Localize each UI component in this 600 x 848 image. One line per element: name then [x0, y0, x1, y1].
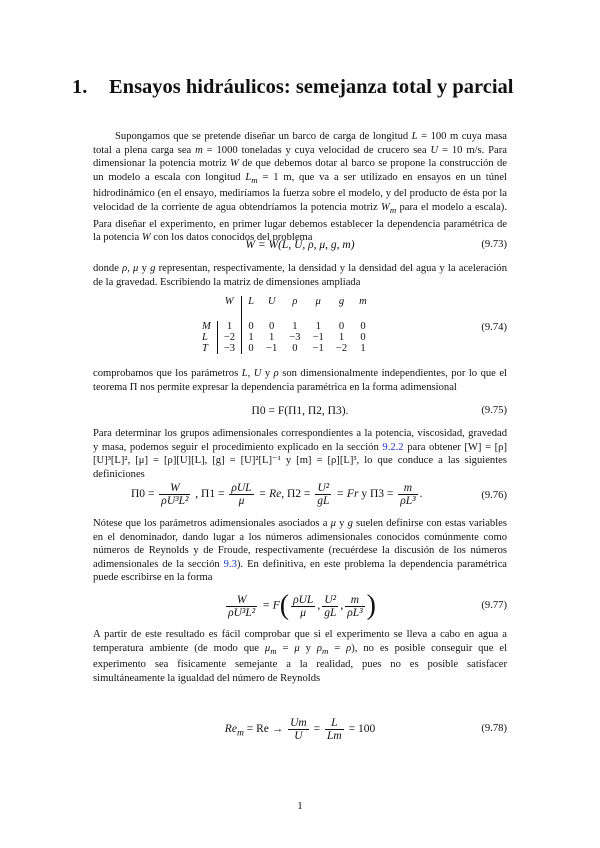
matrix-header: U: [267, 296, 276, 307]
equation-9-78-formula: $Re_m = Re$ → $\frac{Um}{U}$ = $\frac{L}{Lm}$ = 100: [224, 717, 376, 742]
paragraph-2: donde ρ, μ y g representan, respectivamente, la densidad y la densidad del agua y la aceleración de la gravedad. Escribiendo la matriz de dimensiones ampliada: [93, 263, 507, 288]
equation-9-76: [93, 482, 507, 512]
equation-9-75: [93, 405, 507, 419]
equation-9-75-number: (9.75): [481, 405, 507, 416]
section-number: 1.: [72, 76, 88, 98]
matrix-header: L: [242, 296, 260, 310]
paragraph-1: Supongamos que se pretende diseñar un barco de carga de longitud L = 100 m cuya masa total a plena carga sea m = 1000 toneladas y cuya velocidad de crucero sea U = 10 m/s. Para dimensionar la potencia motriz W de que debemos dotar al barco se propone la construcción de un modelo a escala con longitud $L_m = 1$ m, que va a ser utilizado en ensayos en un túnel hidrodinámico (en el ensayo, mediríamos la fuerza sobre el modelo, y del producto de ésta por la velocidad de la corriente de agua obtendríamos la potencia motriz $W_m$ para el modelo a escala). Para diseñar el experimento, en primer lugar debemos establecer la dependencia paramétrica de la potencia W con los datos conocidos del problema: [93, 131, 507, 244]
matrix-cell: −3: [289, 332, 301, 343]
matrix-cell: −1: [266, 343, 278, 354]
equation-9-77-number: (9.77): [481, 600, 507, 611]
equation-9-73-number: (9.73): [481, 239, 507, 250]
matrix-header: μ: [315, 296, 321, 307]
equation-9-74-number: (9.74): [481, 322, 507, 333]
equation-9-73: [93, 239, 507, 253]
matrix-cell: 1: [242, 332, 260, 343]
equation-9-78-number: (9.78): [481, 723, 507, 734]
matrix-cell: 0: [269, 321, 275, 332]
matrix-cell: 0: [338, 321, 345, 332]
matrix-cell: −2: [217, 332, 241, 343]
paragraph-4: Para determinar los grupos adimensionales correspondientes a la potencia, viscosidad, gravedad y masa, podemos seguir el procedimiento explicado en la sección 9.2.2 para obtener [W] = [ρ][U]³[L]², [μ] = [ρ][U][L], [g] = [U]²[L]⁻¹ y [m] = [ρ][L]³, lo que conduce a las siguientes definiciones: [93, 428, 507, 480]
equation-9-77-formula: $\frac{W}{\text{ρU³L²}}$ = F( $\frac{\text{ρUL}}{\mu}$ , $\frac{\text{U²}}{gL}$ , $\frac{m}{\text{ρL³}}$ ): [228, 590, 376, 621]
matrix-header: g: [338, 296, 345, 307]
matrix-cell: 0: [242, 321, 260, 332]
section-title: Ensayos hidráulicos: semejanza total y parcial: [109, 76, 514, 98]
matrix-cell: −1: [312, 332, 324, 343]
paragraph-3: comprobamos que los parámetros L, U y ρ son dimensionalmente independientes, por lo que el teorema Π nos permite expresar la dependencia paramétrica en la forma adimensional: [93, 368, 508, 393]
matrix-header: m: [359, 296, 367, 307]
page-number: 1: [297, 800, 303, 812]
matrix-cell: 0: [360, 332, 366, 343]
matrix-row-label: M: [202, 321, 211, 332]
matrix-cell: 1: [269, 332, 275, 343]
matrix-cell: 1: [292, 321, 298, 332]
equation-9-73-formula: W = W(L, U, ρ, μ, g, m): [245, 239, 355, 251]
matrix-cell: 1: [360, 343, 366, 354]
matrix-row-label: T: [202, 343, 208, 354]
matrix-cell: 0: [242, 343, 260, 354]
matrix-row-label: L: [202, 332, 208, 343]
matrix-header: W: [224, 296, 234, 307]
section-link-9-2-2[interactable]: 9.2.2: [382, 441, 404, 453]
section-link-9-3[interactable]: 9.3: [223, 558, 237, 570]
matrix-cell: 1: [338, 332, 345, 343]
matrix-cell: 0: [292, 343, 298, 354]
matrix-row: [200, 343, 373, 354]
matrix-cell: −2: [335, 343, 348, 354]
equation-9-78: [93, 717, 507, 747]
matrix-cell: −1: [312, 343, 324, 354]
equation-9-74: [93, 322, 507, 336]
matrix-cell: −3: [217, 343, 241, 354]
matrix-cell: 0: [360, 321, 366, 332]
equation-9-76-number: (9.76): [481, 490, 507, 501]
matrix-header-row: [200, 296, 373, 310]
matrix-cell: 1: [315, 321, 321, 332]
equation-9-75-formula: Π0 = F(Π1, Π2, Π3).: [251, 405, 349, 417]
matrix-cell: 1: [217, 321, 241, 332]
equation-9-77: [93, 590, 507, 622]
matrix-header: ρ: [292, 296, 298, 307]
section-heading: [72, 76, 514, 99]
equation-9-76-formula: Π0 = $\frac{W}{\text{ρU³L²}}$ , Π1 = $\frac{\text{ρUL}}{\mu}$ = Re, Π2 = $\frac{\text{U²}}{gL}$ = Fr y Π3 = $\frac{m}{\text{ρL³}}$ .: [131, 482, 423, 507]
paragraph-6: A partir de este resultado es fácil comprobar que si el experimento se lleva a cabo en agua a temperatura ambiente (de modo que $\mu_m = \mu$ y $\rho_m = \rho$), no es posible conseguir que el experimento sea físicamente semejante a la realidad, pues no es posible satisfacer simultáneamente la igualdad del número de Reynolds: [93, 629, 508, 684]
paragraph-5: Nótese que los parámetros adimensionales asociados a μ y g suelen definirse con estas variables en el denominador, dando lugar a los números adimensionales conocidos comúnmente como números de Reynolds y de Froude, respectivamente (recuérdese la discusión de los números adimensionales de la sección 9.3). En definitiva, en este problema la dependencia paramétrica puede escribirse en la forma: [93, 518, 507, 584]
